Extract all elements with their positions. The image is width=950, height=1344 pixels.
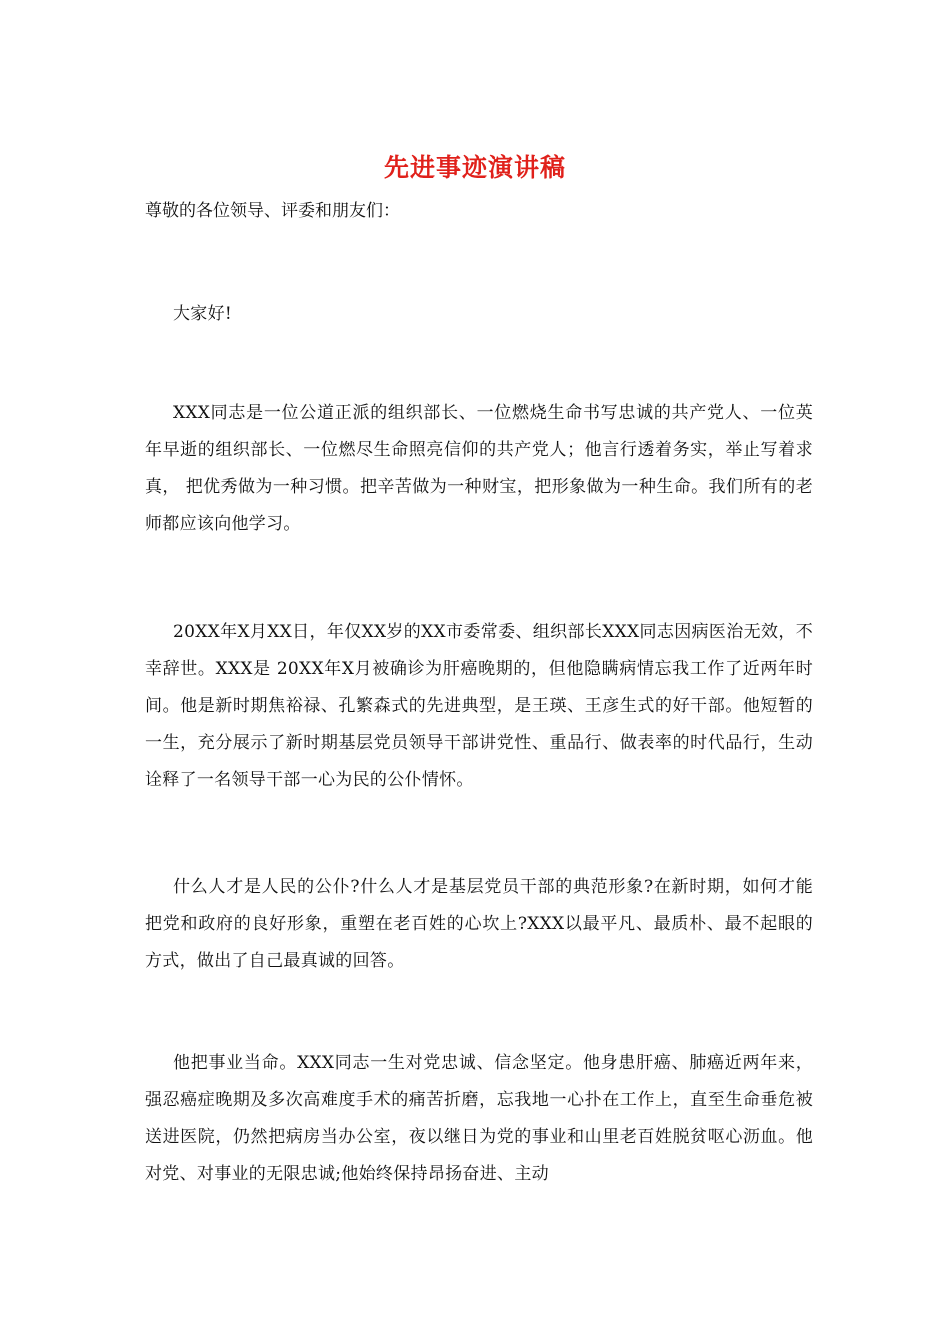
paragraph-greeting: 大家好! xyxy=(173,304,233,324)
paragraph-biography: 20XX年X月XX日，年仅XX岁的XX市委常委、组织部长XXX同志因病医治无效，不幸辞世。XXX是 20XX年X月被确诊为肝癌晚期的，但他隐瞒病情忘我工作了近两年时间。他是新时期焦裕禄、孔繁森式的先进典型，是王瑛、王彦生式的好干部。他短暂的一生，充分展示了新时期基层党员领导干部讲党性、重品行、做表率的时代品行，生动诠释了一名领导干部一心为民的公仆情怀。 xyxy=(145,622,813,790)
document-title: 先进事迹演讲稿 xyxy=(383,153,566,182)
paragraph-dedication: 他把事业当命。XXX同志一生对党忠诚、信念坚定。他身患肝癌、肺癌近两年来， 强忍癌症晚期及多次高难度手术的痛苦折磨，忘我地一心扑在工作上，直至生命垂危被送进医院，仍然把病房当办公室，夜以继日为党的事业和山里老百姓脱贫呕心沥血。他对党、对事业的无限忠诚;他始终保持昂扬奋进、主动 xyxy=(145,1053,813,1184)
paragraph-intro: XXX同志是一位公道正派的组织部长、一位燃烧生命书写忠诚的共产党人、一位英年早逝的组织部长、一位燃尽生命照亮信仰的共产党人；他言行透着务实，举止写着求真， 把优秀做为一种习惯。把辛苦做为一种财宝，把形象做为一种生命。我们所有的老师都应该向他学习。 xyxy=(145,403,813,534)
paragraph-question: 什么人才是人民的公仆?什么人才是基层党员干部的典范形象?在新时期，如何才能把党和政府的良好形象，重塑在老百姓的心坎上?XXX以最平凡、最质朴、最不起眼的方式，做出了自己最真诚的回答。 xyxy=(145,877,813,971)
salutation: 尊敬的各位领导、评委和朋友们： xyxy=(145,201,400,221)
